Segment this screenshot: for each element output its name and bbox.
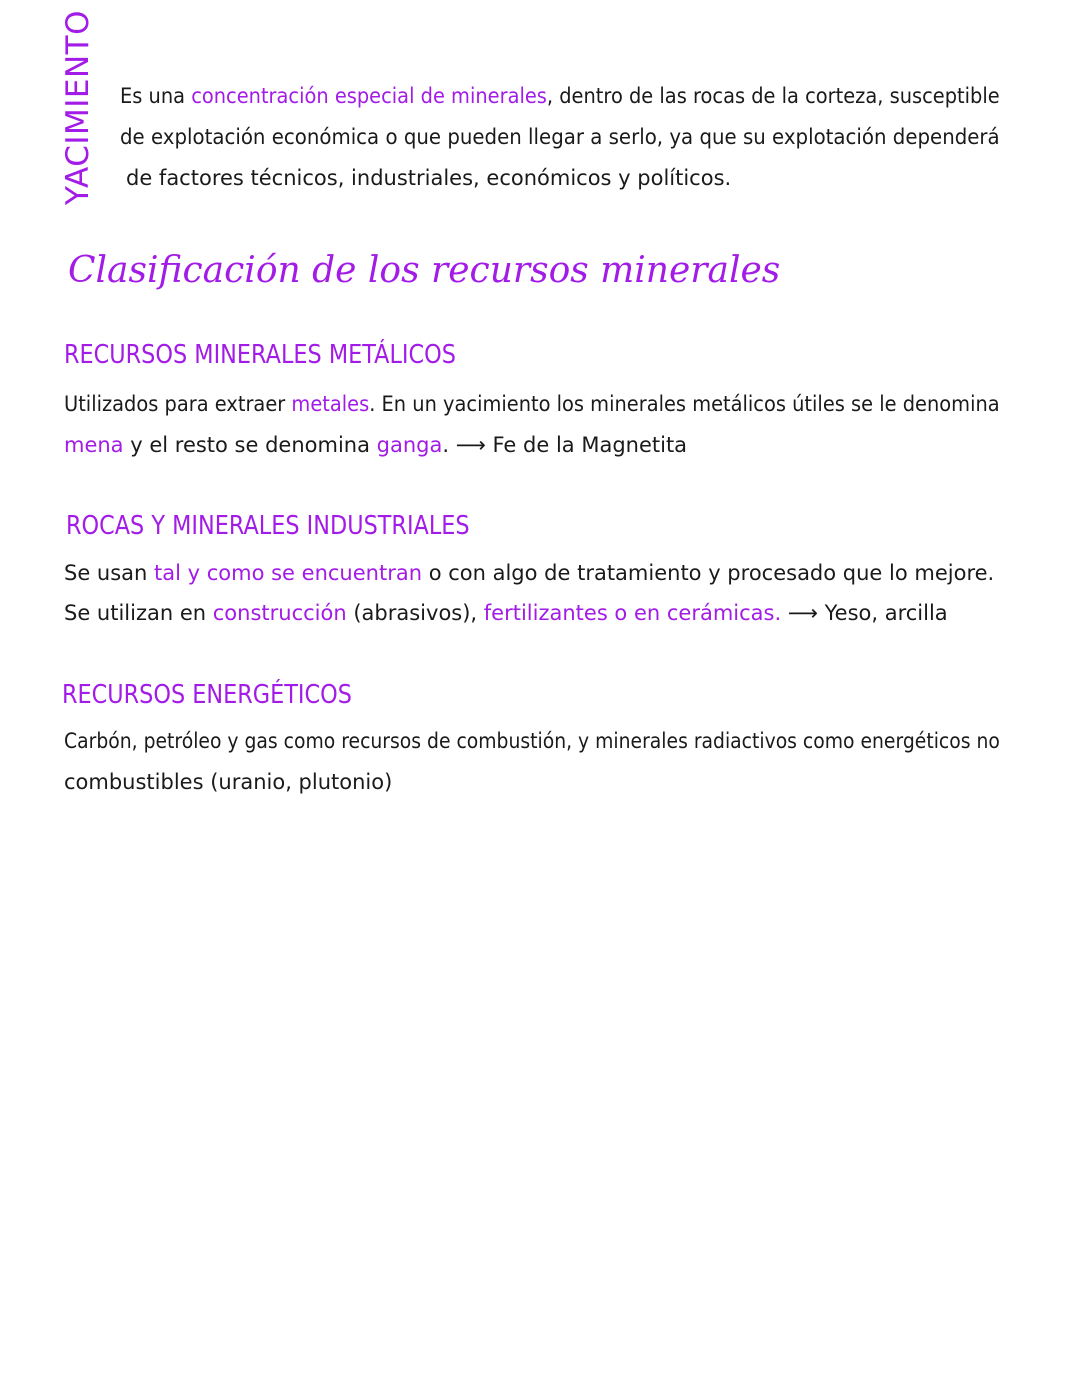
energeticos-line-1: Carbón, petróleo y gas como recursos de combustión, y minerales radiactivos como energéticos no [64,729,1000,753]
highlight-concentracion: concentración especial de minerales [191,84,547,108]
text-fragment: (abrasivos), [346,601,484,625]
industriales-line-1 [64,561,994,585]
text-fragment: Utilizados para extraer [64,392,292,416]
text-fragment: y el resto se denomina [123,433,377,457]
yacimiento-side-label: YACIMIENTO [60,10,96,205]
text-fragment: , dentro de las rocas de la corteza, susceptible [546,84,1000,108]
highlight-fertilizantes: fertilizantes o en cerámicas. [483,601,782,625]
yacimiento-line-1 [120,84,1000,108]
heading-industriales: ROCAS Y MINERALES INDUSTRIALES [66,511,470,541]
highlight-ganga: ganga [376,433,443,457]
text-fragment: Es una [120,84,192,108]
metalicos-line-1 [64,392,1000,416]
highlight-construccion: construcción [212,601,347,625]
heading-energeticos: RECURSOS ENERGÉTICOS [62,680,352,710]
highlight-mena: mena [64,433,124,457]
industriales-line-2 [64,601,948,625]
page-title: Clasificación de los recursos minerales [68,250,781,291]
text-fragment: . ⟶ Fe de la Magnetita [442,433,688,457]
heading-metalicos: RECURSOS MINERALES METÁLICOS [64,340,456,370]
text-fragment: . En un yacimiento los minerales metálicos útiles se le denomina [369,392,1000,416]
yacimiento-line-2: de explotación económica o que pueden llegar a serlo, ya que su explotación dependerá [120,125,1000,149]
highlight-tal-como: tal y como se encuentran [154,561,423,585]
text-fragment: ⟶ Yeso, arcilla [781,601,948,625]
highlight-metales: metales [291,392,370,416]
text-fragment: o con algo de tratamiento y procesado que lo mejore. [422,561,995,585]
text-fragment: Se utilizan en [64,601,213,625]
metalicos-line-2 [64,433,687,457]
energeticos-line-2: combustibles (uranio, plutonio) [64,770,393,794]
text-fragment: Se usan [64,561,155,585]
yacimiento-line-3: de factores técnicos, industriales, económicos y políticos. [126,166,732,190]
